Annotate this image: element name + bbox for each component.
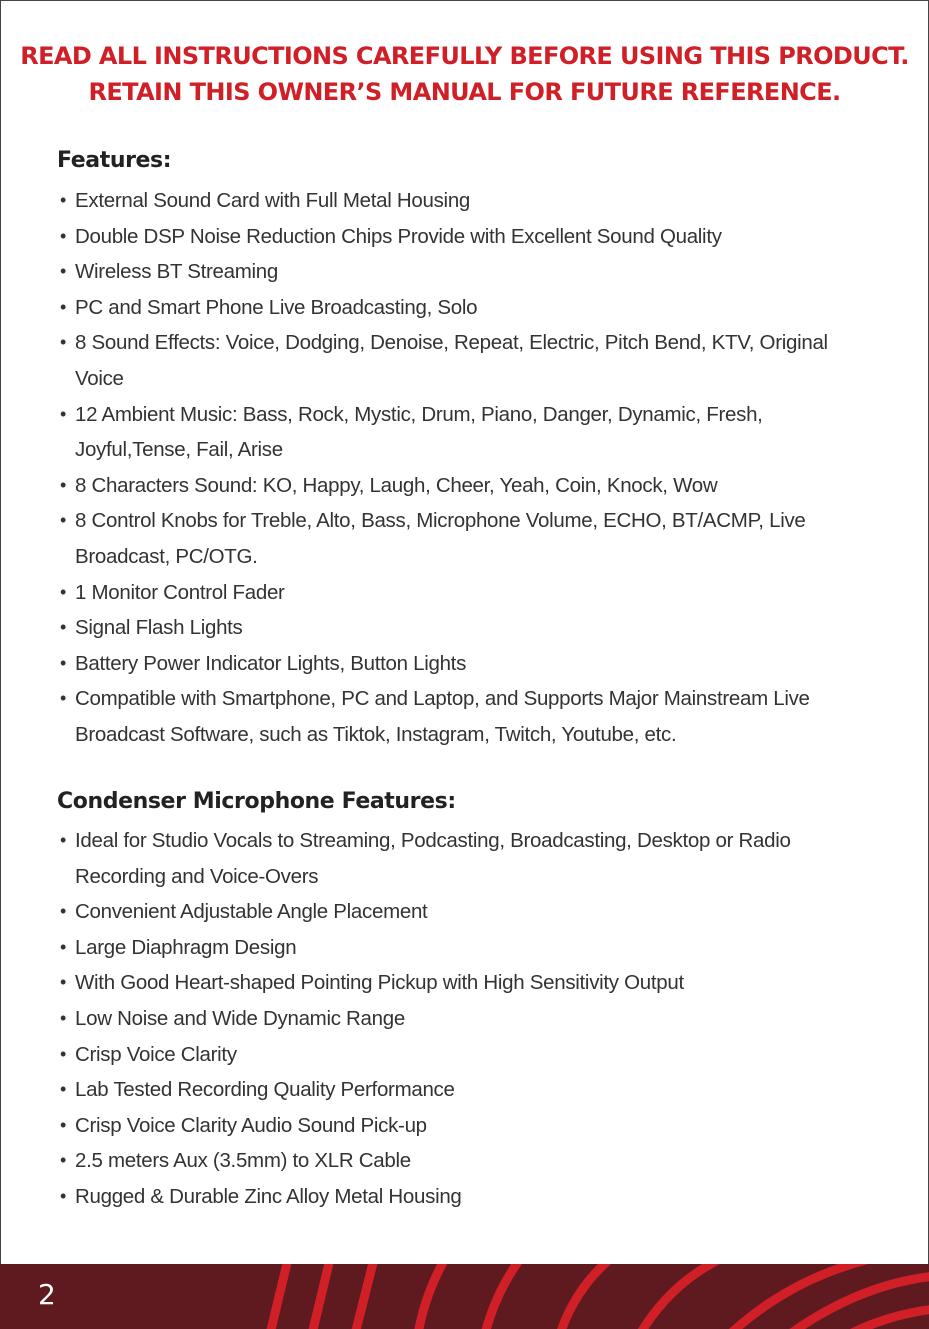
list-item-text: External Sound Card with Full Metal Housing bbox=[75, 189, 471, 212]
list-item-text: 1 Monitor Control Fader bbox=[75, 580, 285, 604]
list-item bbox=[60, 1179, 880, 1215]
list-item bbox=[60, 325, 880, 396]
bullet-icon: • bbox=[60, 1185, 67, 1206]
bullet-icon: • bbox=[60, 403, 67, 424]
list-item-text: Ideal for Studio Vocals to Streaming, Podcasting, Broadcasting, Desktop or Radio Recording and Voice-Overs bbox=[75, 829, 791, 888]
bullet-icon: • bbox=[60, 332, 67, 353]
list-item bbox=[60, 1143, 880, 1179]
list-item bbox=[60, 930, 880, 966]
footer-band bbox=[0, 1264, 929, 1329]
bullet-icon: • bbox=[60, 296, 67, 317]
footer-slash bbox=[270, 1264, 288, 1329]
notice-line-1: READ ALL INSTRUCTIONS CAREFULLY BEFORE USING THIS PRODUCT. bbox=[20, 42, 909, 70]
list-item bbox=[60, 965, 880, 1001]
list-item-text: 12 Ambient Music: Bass, Rock, Mystic, Drum, Piano, Danger, Dynamic, Fresh, Joyful,Tense, Fail, Arise bbox=[75, 402, 763, 462]
bullet-icon: • bbox=[60, 190, 67, 210]
bullet-icon: • bbox=[60, 830, 67, 850]
bullet-icon: • bbox=[60, 688, 67, 709]
bullet-icon: • bbox=[60, 581, 67, 602]
list-item bbox=[60, 219, 880, 255]
list-item-text: Battery Power Indicator Lights, Button Lights bbox=[75, 651, 467, 675]
list-item bbox=[60, 1001, 880, 1037]
bullet-icon: • bbox=[60, 972, 67, 993]
list-item-text: Double DSP Noise Reduction Chips Provide with Excellent Sound Quality bbox=[75, 224, 722, 248]
instruction-notice bbox=[0, 38, 929, 110]
bullet-icon: • bbox=[60, 1150, 67, 1171]
list-item-text: Convenient Adjustable Angle Placement bbox=[75, 900, 428, 924]
bullet-icon: • bbox=[60, 617, 67, 638]
list-item-text: Low Noise and Wide Dynamic Range bbox=[75, 1006, 405, 1030]
bullet-icon: • bbox=[60, 1114, 67, 1135]
bullet-icon: • bbox=[60, 1043, 67, 1064]
footer-arc bbox=[418, 1264, 445, 1329]
list-item bbox=[60, 894, 880, 930]
notice-line-2: RETAIN THIS OWNER’S MANUAL FOR FUTURE REFERENCE. bbox=[88, 78, 841, 106]
bullet-icon: • bbox=[60, 474, 67, 495]
list-item-text: With Good Heart-shaped Pointing Pickup with High Sensitivity Output bbox=[75, 971, 684, 995]
list-item-text: 2.5 meters Aux (3.5mm) to XLR Cable bbox=[75, 1149, 411, 1173]
list-item-text: 8 Sound Effects: Voice, Dodging, Denoise, Repeat, Electric, Pitch Bend, KTV, Original Voice bbox=[75, 331, 828, 390]
list-item bbox=[60, 1037, 880, 1073]
list-item bbox=[60, 1072, 880, 1108]
list-item-text: Rugged & Durable Zinc Alloy Metal Housing bbox=[75, 1184, 462, 1208]
bullet-icon: • bbox=[60, 261, 67, 282]
bullet-icon: • bbox=[60, 510, 67, 531]
list-item bbox=[60, 681, 880, 752]
list-item-text: 8 Control Knobs for Treble, Alto, Bass, Microphone Volume, ECHO, BT/ACMP, Live Broadcast, PC/OTG. bbox=[75, 509, 806, 568]
list-item bbox=[60, 1108, 880, 1144]
list-item bbox=[60, 254, 880, 290]
footer-arc bbox=[560, 1264, 610, 1329]
bullet-icon: • bbox=[60, 1079, 67, 1100]
bullet-icon: • bbox=[60, 1007, 67, 1028]
mic-features-title: Condenser Microphone Features: bbox=[57, 789, 456, 814]
list-item-text: Crisp Voice Clarity Audio Sound Pick-up bbox=[75, 1113, 427, 1137]
list-item-text: PC and Smart Phone Live Broadcasting, Solo bbox=[75, 295, 478, 319]
list-item bbox=[60, 468, 880, 504]
footer-arc bbox=[640, 1264, 720, 1329]
mic-features-list bbox=[60, 823, 880, 1215]
features-list bbox=[60, 183, 880, 753]
footer-slash bbox=[312, 1264, 330, 1329]
list-item-text: Signal Flash Lights bbox=[75, 616, 243, 640]
bullet-icon: • bbox=[60, 225, 67, 246]
list-item bbox=[60, 290, 880, 326]
bullet-icon: • bbox=[60, 936, 67, 957]
footer-arc bbox=[850, 1309, 929, 1329]
footer-slash bbox=[355, 1264, 374, 1329]
bullet-icon: • bbox=[60, 901, 67, 922]
list-item bbox=[60, 575, 880, 611]
list-item-text: Compatible with Smartphone, PC and Laptop, and Supports Major Mainstream Live Broadcast Software, such as Tiktok, Instagram, Twitch, Youtube, etc. bbox=[75, 687, 810, 746]
footer-arc bbox=[485, 1264, 520, 1329]
footer-arc-decoration bbox=[0, 1264, 929, 1329]
list-item-text: 8 Characters Sound: KO, Happy, Laugh, Cheer, Yeah, Coin, Knock, Wow bbox=[75, 473, 718, 497]
list-item-text: Wireless BT Streaming bbox=[75, 260, 278, 284]
page-number: 2 bbox=[38, 1278, 56, 1311]
list-item bbox=[60, 610, 880, 646]
list-item-text: Large Diaphragm Design bbox=[75, 935, 297, 959]
list-item bbox=[60, 397, 880, 468]
bullet-icon: • bbox=[60, 652, 67, 673]
list-item-text: Lab Tested Recording Quality Performance bbox=[75, 1078, 455, 1102]
features-title: Features: bbox=[57, 148, 172, 173]
list-item bbox=[60, 646, 880, 682]
list-item bbox=[60, 823, 880, 894]
list-item-text: Crisp Voice Clarity bbox=[75, 1042, 237, 1066]
list-item bbox=[60, 503, 880, 574]
list-item bbox=[60, 183, 880, 219]
